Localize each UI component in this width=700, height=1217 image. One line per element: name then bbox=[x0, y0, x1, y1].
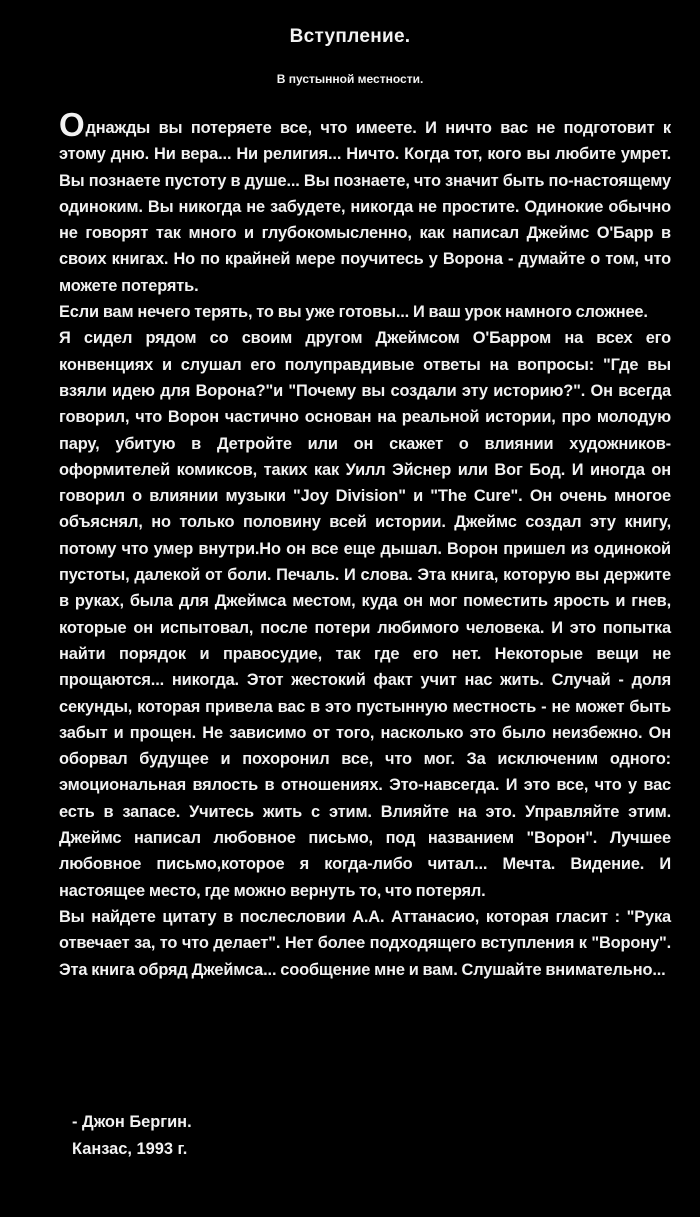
paragraph-1 bbox=[59, 106, 671, 299]
page-title: Вступление. bbox=[289, 26, 411, 47]
drop-cap: О bbox=[59, 106, 85, 143]
paragraph-1-text: днажды вы потеряете все, что имеете. И ничто вас не подготовит к этому дню. Ни вера... Ни религия... Ничто. Когда тот, кого вы любите умрет. Вы познаете пустоту в душе... Вы познаете, что значит быть по-настоящему одиноким. Вы никогда не забудете, никогда не простите. Одинокие обычно не говорят так много и глубокомысленно, как написал Джеймс О'Барр в своих книгах. Но по крайней мере поучитесь у Ворона - думайте о том, что можете потерять. bbox=[59, 119, 671, 295]
paragraph-3: Я сидел рядом со своим другом Джеймсом О'Барром на всех его конвенциях и слушал его полуправдивые ответы на вопросы: "Где вы взяли идею для Ворона?"и "Почему вы создали эту историю?". Он всегда говорил, что Ворон частично основан на реальной истории, про молодую пару, убитую в Детройте или он скажет о влиянии художников-оформителей комиксов, таких как Уилл Эйснер или Вог Бод. И иногда он говорил о влиянии музыки "Joy Division" и "The Cure". Он очень многое объяснял, но только половину всей истории. Джеймс создал эту книгу, потому что умер внутри.Но он все еще дышал. Ворон пришел из одинокой пустоты, далекой от боли. Печаль. И слова. Эта книга, которую вы держите в руках, была для Джеймса местом, куда он мог поместить ярость и гнев, которые он испытовал, после потери любимого человека. И это попытка найти порядок и правосудие, так где его нет. Некоторые вещи не прощаются... никогда. Этот жестокий факт учит нас жить. Случай - доля секунды, которая привела вас в это пустынную местность - не может быть забыт и прощен. Не зависимо от того, насколько это было неизбежно. Он оборвал будущее и похоронил все, что мог. За исключеним одного: эмоциональная вялость в отношениях. Это-навсегда. И это все, что у вас есть в запасе. Учитесь жить с этим. Влияйте на это. Управляйте этим. Джеймс написал любовное письмо, под названием "Ворон". Лучшее любовное письмо,которое я когда-либо читал... Мечта. Видение. И настоящее место, где можно вернуть то, что потерял. bbox=[59, 329, 671, 900]
paragraph-4: Вы найдете цитату в послесловии А.А. Аттанасио, которая гласит : "Рука отвечает за, то что делает". Нет более подходящего вступления к "Ворону". Эта книга обряд Джеймса... сообщение мне и вам. Слушайте внимательно... bbox=[59, 907, 671, 979]
page-subtitle: В пустынной местности. bbox=[276, 72, 424, 86]
intro-body bbox=[59, 106, 671, 983]
paragraph-2: Если вам нечего терять, то вы уже готовы... И ваш урок намного сложнее. bbox=[59, 303, 648, 322]
signature-block bbox=[72, 1109, 192, 1163]
signature-place-date: Канзас, 1993 г. bbox=[72, 1140, 188, 1158]
signature-author: - Джон Бергин. bbox=[72, 1113, 192, 1131]
